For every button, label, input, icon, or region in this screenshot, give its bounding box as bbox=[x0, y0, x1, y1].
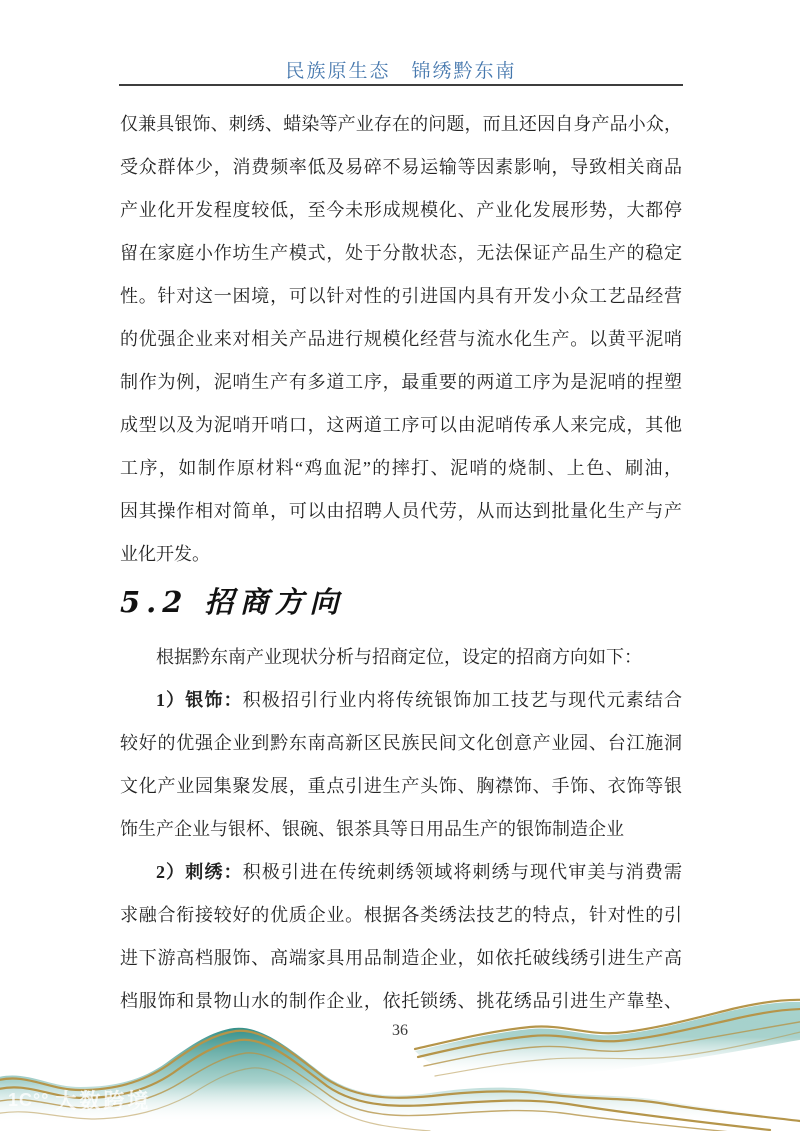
text-line bbox=[120, 318, 682, 361]
text-line bbox=[120, 361, 682, 404]
watermark-logo-icon: 1C°° bbox=[8, 1089, 50, 1110]
paragraph-block-2 bbox=[120, 636, 682, 1023]
text-line bbox=[120, 189, 682, 232]
text-line bbox=[120, 103, 682, 146]
text-line bbox=[120, 851, 682, 894]
text-line bbox=[120, 808, 682, 851]
text-line bbox=[120, 765, 682, 808]
line-text: 较好的优强企业到黔东南高新区民族民间文化创意产业园、台江施洞 bbox=[120, 733, 682, 753]
line-bold-prefix: 2）刺绣： bbox=[156, 862, 243, 882]
text-line bbox=[120, 490, 682, 533]
line-text: 档服饰和景物山水的制作企业，依托锁绣、挑花绣品引进生产靠垫、 bbox=[120, 991, 682, 1011]
page-body bbox=[120, 103, 682, 1023]
line-text: 根据黔东南产业现状分析与招商定位，设定的招商方向如下： bbox=[156, 647, 642, 667]
line-text: 饰生产企业与银杯、银碗、银茶具等日用品生产的银饰制造企业 bbox=[120, 819, 624, 839]
text-line bbox=[120, 722, 682, 765]
text-line bbox=[120, 275, 682, 318]
text-line bbox=[120, 533, 682, 576]
text-line bbox=[120, 636, 682, 679]
line-text: 仅兼具银饰、刺绣、蜡染等产业存在的问题，而且还因自身产品小众， bbox=[120, 114, 682, 134]
section-heading: 5.2 招商方向 bbox=[120, 585, 345, 619]
line-text: 成型以及为泥哨开哨口，这两道工序可以由泥哨传承人来完成，其他 bbox=[120, 415, 682, 435]
line-text: 业化开发。 bbox=[120, 544, 210, 564]
watermark-text: 大数跨境 bbox=[55, 1090, 152, 1113]
line-text: 文化产业园集聚发展，重点引进生产头饰、胸襟饰、手饰、衣饰等银 bbox=[120, 776, 682, 796]
page-header-title: 民族原生态 锦绣黔东南 bbox=[285, 61, 517, 82]
line-text: 求融合衔接较好的优质企业。根据各类绣法技艺的特点，针对性的引 bbox=[120, 905, 682, 925]
page-number: 36 bbox=[392, 1022, 408, 1039]
line-text: 制作为例，泥哨生产有多道工序，最重要的两道工序为是泥哨的捏塑 bbox=[120, 372, 682, 392]
line-text: 进下游高档服饰、高端家具用品制造企业，如依托破线绣引进生产高 bbox=[120, 948, 682, 968]
line-text: 工序，如制作原材料“鸡血泥”的摔打、泥哨的烧制、上色、刷油， bbox=[120, 458, 682, 478]
line-text: 积极招引行业内将传统银饰加工技艺与现代元素结合 bbox=[242, 690, 682, 710]
text-line bbox=[120, 232, 682, 275]
text-line bbox=[120, 937, 682, 980]
line-text: 留在家庭小作坊生产模式，处于分散状态，无法保证产品生产的稳定 bbox=[120, 243, 682, 263]
header-divider bbox=[119, 84, 683, 86]
line-text: 积极引进在传统刺绣领域将刺绣与现代审美与消费需 bbox=[242, 862, 682, 882]
watermark bbox=[8, 1085, 151, 1115]
line-bold-prefix: 1）银饰： bbox=[156, 690, 243, 710]
line-text: 产业化开发程度较低，至今未形成规模化、产业化发展形势，大都停 bbox=[120, 200, 682, 220]
line-text: 因其操作相对简单，可以由招聘人员代劳，从而达到批量化生产与产 bbox=[120, 501, 682, 521]
line-text: 受众群体少，消费频率低及易碎不易运输等因素影响，导致相关商品 bbox=[120, 157, 682, 177]
line-text: 的优强企业来对相关产品进行规模化经营与流水化生产。以黄平泥哨 bbox=[120, 329, 682, 349]
paragraph-block-1 bbox=[120, 103, 682, 576]
text-line bbox=[120, 894, 682, 937]
text-line bbox=[120, 679, 682, 722]
text-line bbox=[120, 447, 682, 490]
text-line bbox=[120, 404, 682, 447]
text-line bbox=[120, 146, 682, 189]
line-text: 性。针对这一困境，可以针对性的引进国内具有开发小众工艺品经营 bbox=[120, 286, 682, 306]
